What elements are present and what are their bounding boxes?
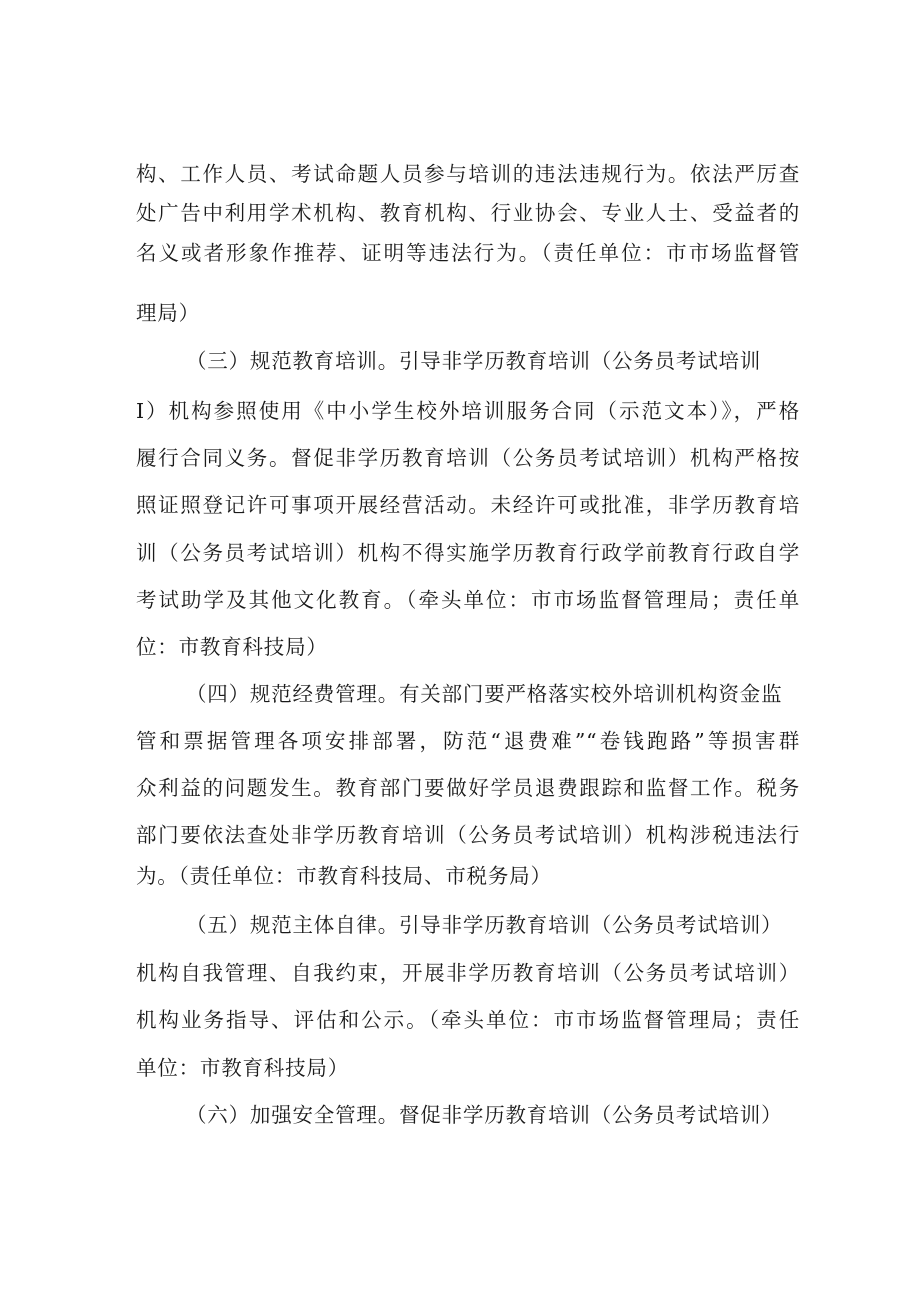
text-line: 部门要依法查处非学历教育培训（公务员考试培训）机构涉税违法行 — [136, 823, 800, 847]
text-line: 考试助学及其他文化教育。（牵头单位：市市场监督管理局；责任单 — [136, 588, 800, 612]
text-line: 履行合同义务。督促非学历教育培训（公务员考试培训）机构严格按 — [136, 446, 800, 470]
text-line: 机构业务指导、评估和公示。（牵头单位：市市场监督管理局；责任 — [136, 1008, 800, 1032]
paragraph-heading-6: （六）加强安全管理。督促非学历教育培训（公务员考试培训） — [186, 1103, 783, 1127]
text-line: 处广告中利用学术机构、教育机构、行业协会、专业人士、受益者的 — [136, 201, 800, 225]
text-line: 构、工作人员、考试命题人员参与培训的违法违规行为。依法严厉查 — [136, 162, 800, 186]
text-line: 单位：市教育科技局） — [136, 1056, 349, 1080]
text-line: I）机构参照使用《中小学生校外培训服务合同（示范文本）》，严格 — [136, 399, 800, 423]
text-line: 训（公务员考试培训）机构不得实施学历教育行政学前教育行政自学 — [136, 541, 800, 565]
text-line: 位：市教育科技局） — [136, 635, 328, 659]
text-line: 照证照登记许可事项开展经营活动。未经许可或批准，非学历教育培 — [136, 493, 800, 517]
text-line: 理局） — [136, 301, 200, 325]
text-line: 名义或者形象作推荐、证明等违法行为。（责任单位：市市场监督管 — [136, 241, 800, 265]
text-line: 机构自我管理、自我约束，开展非学历教育培训（公务员考试培训） — [136, 961, 800, 985]
text-line: 众利益的问题发生。教育部门要做好学员退费跟踪和监督工作。税务 — [136, 776, 800, 800]
text-line: 管和票据管理各项安排部署，防范“退费难”“卷钱跑路”等损害群 — [136, 729, 800, 753]
paragraph-heading-4: （四）规范经费管理。有关部门要严格落实校外培训机构资金监 — [186, 682, 783, 706]
paragraph-heading-3: （三）规范教育培训。引导非学历教育培训（公务员考试培训 — [186, 349, 762, 373]
text-line: 为。（责任单位：市教育科技局、市税务局） — [136, 864, 552, 888]
paragraph-heading-5: （五）规范主体自律。引导非学历教育培训（公务员考试培训） — [186, 913, 783, 937]
